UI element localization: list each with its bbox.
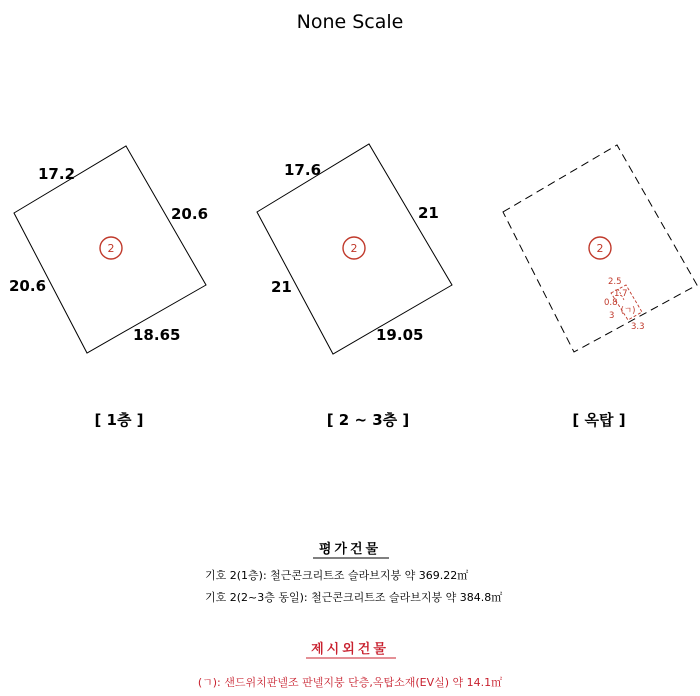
floor-1-marker: 2 — [107, 242, 115, 255]
evaluated-line-2: 기호 2(2~3층 동일): 철근콘크리트조 슬라브지붕 약 384.8㎡ — [205, 591, 503, 604]
evaluated-heading: 평가건물 — [318, 542, 382, 557]
excluded-section — [198, 641, 502, 689]
evaluated-section — [205, 541, 502, 604]
rooftop-label: [ 옥탑 ] — [572, 411, 626, 429]
annex-dim-inner1: 1.7 — [614, 289, 628, 299]
floor-2-3-marker: 2 — [350, 242, 358, 255]
annex-dim-inner2: 0.8 — [604, 298, 618, 308]
floor-2-3-dim-right: 21 — [418, 204, 439, 222]
rooftop-marker: 2 — [596, 242, 604, 255]
rooftop-plan — [503, 145, 697, 429]
floor-2-3-dim-bottom: 19.05 — [376, 326, 424, 344]
scale-label: None Scale — [296, 11, 404, 33]
floor-1-dim-left: 20.6 — [9, 277, 47, 295]
floor-2-3-dim-top: 17.6 — [284, 161, 322, 179]
evaluated-line-1: 기호 2(1층): 철근콘크리트조 슬라브지붕 약 369.22㎡ — [205, 569, 469, 582]
floor-2-3-plan — [257, 144, 452, 429]
floor-1-dim-right: 20.6 — [171, 205, 209, 223]
annex-ev-room — [604, 277, 645, 332]
annex-dim-bottom: 3.3 — [631, 322, 645, 332]
annex-dim-left: 3 — [609, 311, 615, 321]
floor-2-3-label: [ 2 ~ 3층 ] — [326, 411, 410, 429]
floor-1-dim-bottom: 18.65 — [133, 326, 181, 344]
floor-2-3-dim-left: 21 — [271, 278, 292, 296]
excluded-heading: 제시외건물 — [311, 642, 389, 657]
excluded-line-1: (ㄱ): 샌드위치판넬조 판넬지붕 단층,옥탑소재(EV실) 약 14.1㎡ — [197, 676, 503, 689]
floor-1-dim-top: 17.2 — [38, 165, 76, 183]
floor-1-plan — [9, 146, 208, 429]
floor-1-label: [ 1층 ] — [94, 411, 144, 429]
annex-dim-top: 2.5 — [608, 277, 622, 287]
annex-marker: (ㄱ) — [620, 306, 636, 316]
